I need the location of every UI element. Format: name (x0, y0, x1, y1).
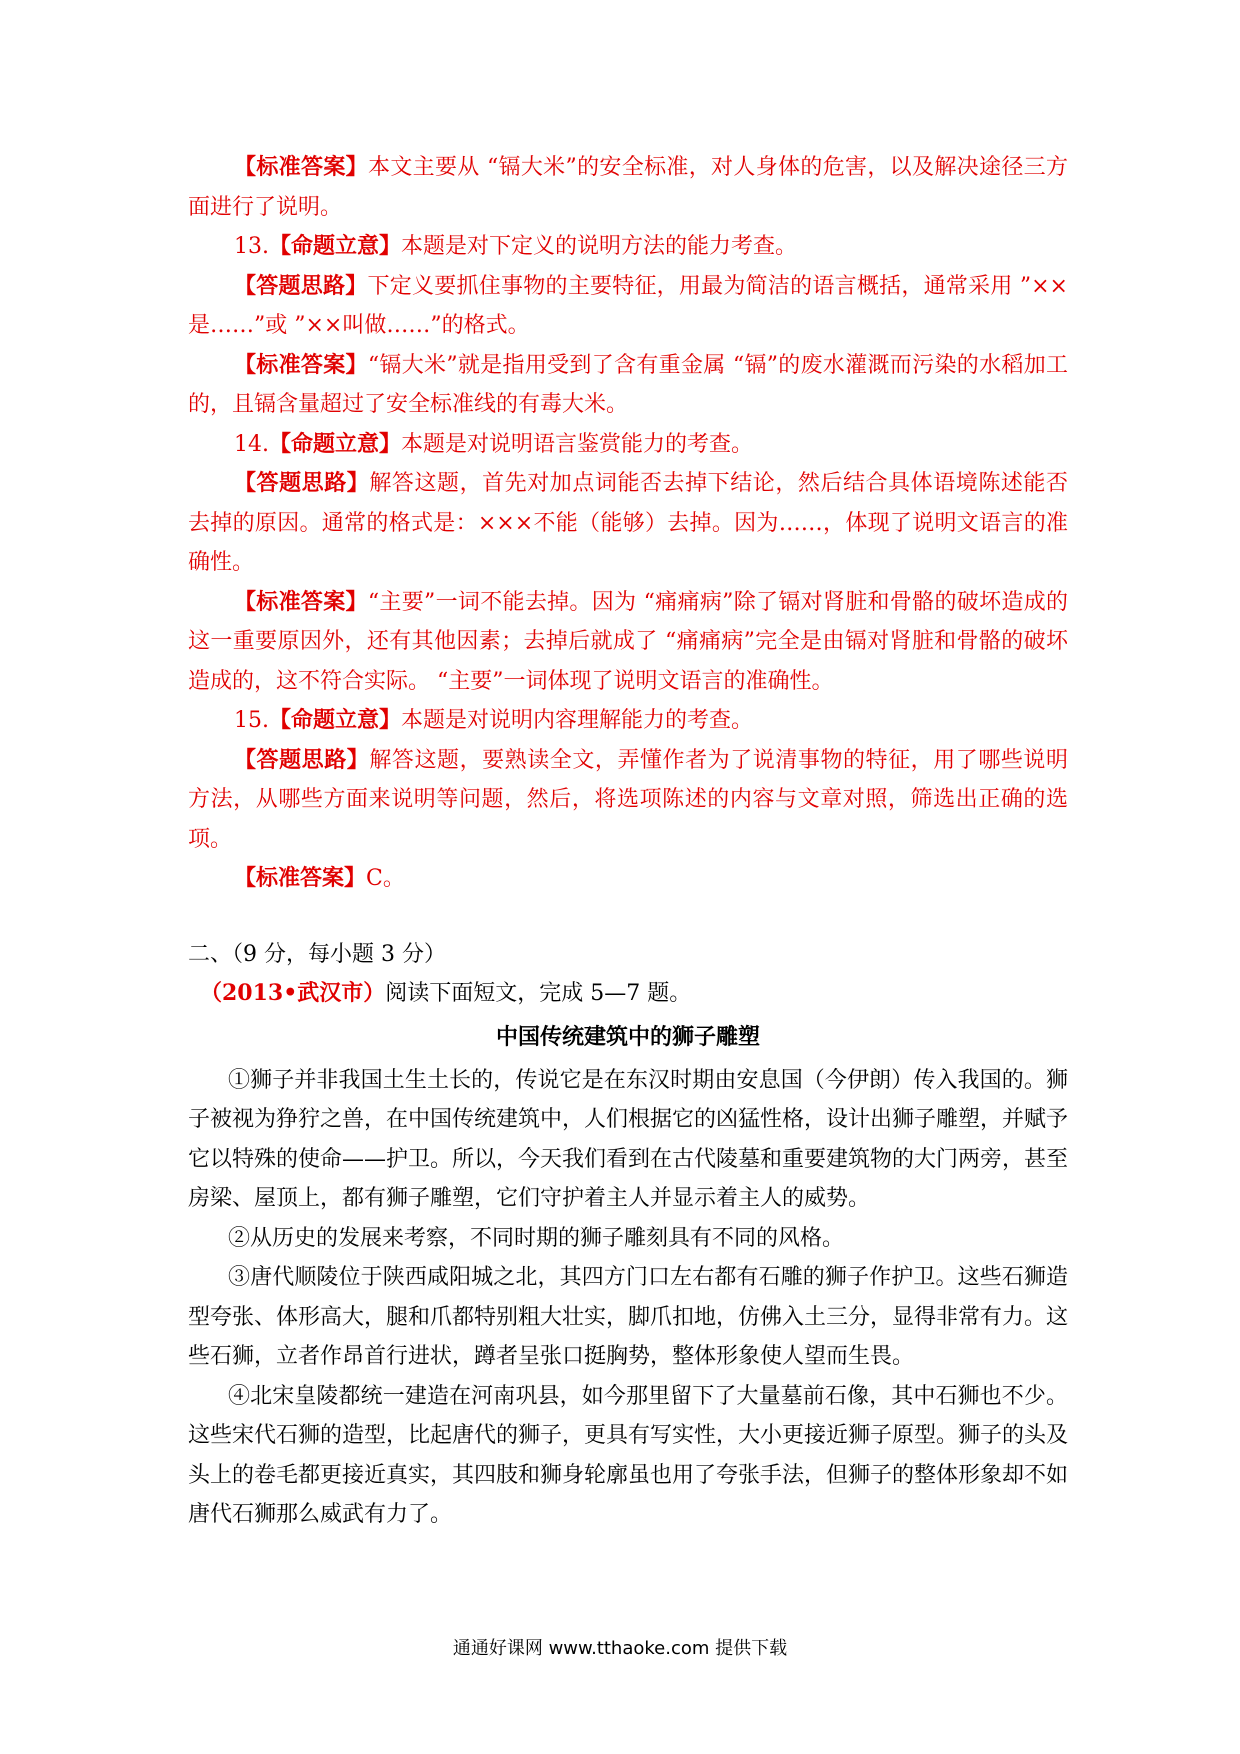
answer-key (188, 148, 1068, 899)
answer-paragraph (188, 583, 1068, 702)
question-number: 15. (234, 708, 269, 733)
answer-text: 下定义要抓住事物的主要特征，用最为简洁的语言概括，通常采用 ”××是……”或 ”××叫做……”的格式。 (188, 273, 1068, 338)
question-intent (188, 425, 1068, 465)
answer-label: 【标准答案】 (234, 865, 367, 891)
source-line (188, 974, 1068, 1013)
answer-text: 本题是对下定义的说明方法的能力考查。 (401, 234, 798, 259)
section-spacer (188, 899, 1068, 935)
answer-text: C。 (366, 866, 405, 891)
answer-paragraph (188, 859, 1068, 899)
answer-label: 【答题思路】 (234, 272, 368, 299)
question-intent (188, 227, 1068, 267)
article-paragraph: ①狮子并非我国土生土长的，传说它是在东汉时期由安息国（今伊朗）传入我国的。狮子被视为狰狞之兽，在中国传统建筑中，人们根据它的凶猛性格，设计出狮子雕塑，并赋予它以特殊的使命——护卫。所以，今天我们看到在古代陵墓和重要建筑物的大门两旁，甚至房梁、屋顶上，都有狮子雕塑，它们守护着主人并显示着主人的威势。 (188, 1067, 1069, 1211)
section-heading: 二、（9 分，每小题 3 分） (188, 941, 446, 967)
answer-text: 本题是对说明语言鉴赏能力的考查。 (401, 431, 754, 457)
question-intent (188, 701, 1068, 741)
answer-approach (188, 267, 1068, 346)
answer-paragraph (188, 346, 1068, 425)
article-paragraph: ④北宋皇陵都统一建造在河南巩县，如今那里留下了大量墓前石像，其中石狮也不少。这些宋代石狮的造型，比起唐代的狮子，更具有写实性，大小更接近狮子原型。狮子的头及头上的卷毛都更接近真实，其四肢和狮身轮廓虽也用了夸张手法，但狮子的整体形象却不如唐代石狮那么威武有力了。 (188, 1383, 1069, 1527)
answer-approach (188, 464, 1068, 583)
answer-label: 【命题立意】 (269, 707, 402, 733)
answer-paragraph (188, 148, 1068, 227)
answer-label: 【答题思路】 (234, 746, 370, 773)
article-paragraph: ③唐代顺陵位于陕西咸阳城之北，其四方门口左右都有石雕的狮子作护卫。这些石狮造型夸张、体形高大，腿和爪都特别粗大壮实，脚爪扣地，仿佛入土三分，显得非常有力。这些石狮，立者作昂首行进状，蹲者呈张口挺胸势，整体形象使人望而生畏。 (188, 1265, 1069, 1369)
question-number: 14. (234, 431, 269, 457)
answer-label: 【命题立意】 (269, 233, 402, 259)
article-paragraph: ②从历史的发展来考察，不同时期的狮子雕刻具有不同的风格。 (228, 1225, 845, 1251)
answer-label: 【标准答案】 (234, 154, 368, 180)
instruction-text: 阅读下面短文，完成 5—7 题。 (385, 980, 692, 1006)
document-page (188, 148, 1068, 1535)
article-title: 中国传统建筑中的狮子雕塑 (495, 1023, 760, 1050)
page-footer: 通通好课网 www.tthaoke.com 提供下载 (452, 1638, 788, 1659)
answer-text: “主要”一词不能去掉。因为 “痛痛病”除了镉对肾脏和骨骼的破坏造成的这一重要原因外，还有其他因素；去掉后就成了 “痛痛病”完全是由镉对肾脏和骨骼的破坏造成的，这不符合实际。 “主要”一词体现了说明文语言的准确性。 (188, 589, 1068, 694)
answer-text: 本题是对说明内容理解能力的考查。 (401, 708, 754, 733)
answer-text: 解答这题，要熟读全文，弄懂作者为了说清事物的特征，用了哪些说明方法，从哪些方面来说明等问题，然后，将选项陈述的内容与文章对照，筛选出正确的选项。 (188, 747, 1068, 852)
answer-label: 【标准答案】 (234, 588, 368, 615)
answer-text: “镉大米”就是指用受到了含有重金属 “镉”的废水灌溉而污染的水稻加工的，且镉含量超过了安全标准线的有毒大米。 (188, 352, 1068, 417)
answer-label: 【命题立意】 (269, 430, 402, 457)
answer-text: 本文主要从 “镉大米”的安全标准，对人身体的危害，以及解决途径三方面进行了说明。 (188, 155, 1068, 220)
answer-label: 【答题思路】 (234, 470, 370, 496)
answer-text: 解答这题，首先对加点词能否去掉下结论，然后结合具体语境陈述能否去掉的原因。通常的格式是：×××不能（能够）去掉。因为……，体现了说明文语言的准确性。 (188, 471, 1068, 575)
question-number: 13. (234, 234, 269, 259)
answer-label: 【标准答案】 (234, 351, 368, 378)
answer-approach (188, 741, 1068, 860)
source-tag: （2013•武汉市） (200, 979, 386, 1006)
